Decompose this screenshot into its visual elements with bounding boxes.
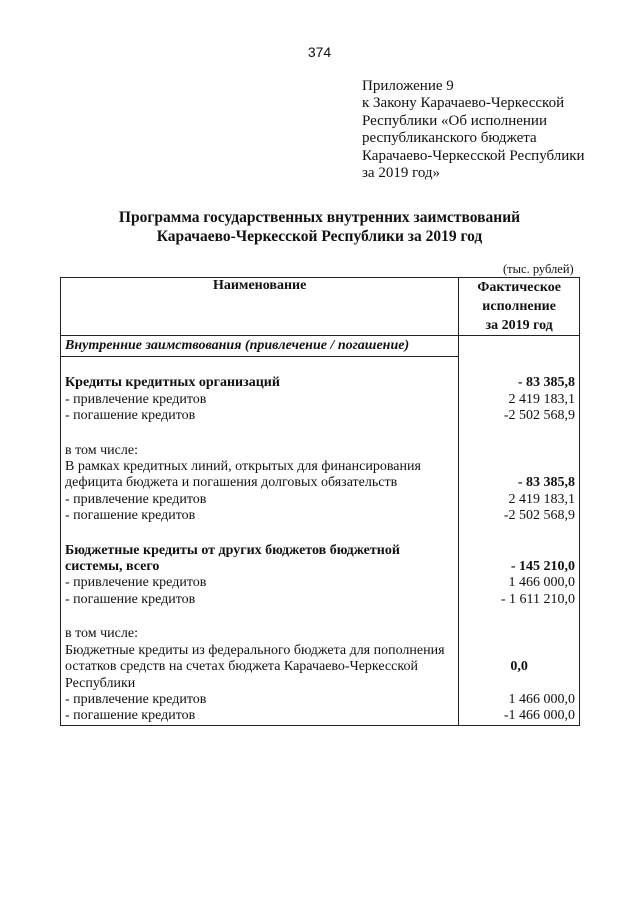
table-row [61,392,580,408]
row-value: 2 419 183,1 [459,392,580,408]
appendix-line: Приложение 9 [362,78,454,94]
row-value: -2 502 568,9 [459,408,580,424]
row-label: - привлечение кредитов [61,575,459,591]
table-row [61,626,580,642]
credit-orgs-title: Кредиты кредитных организаций [61,375,459,391]
row-value: 1 466 000,0 [459,575,580,591]
table-row [61,508,580,524]
row-label: - привлечение кредитов [61,692,459,708]
appendix-note [362,78,632,182]
header-value-line: за 2019 год [485,318,553,333]
table-row [61,492,580,508]
table-row [61,459,580,492]
title-line-2: Карачаево-Черкесской Республики за 2019 год [156,228,483,245]
row-value: - 1 611 210,0 [459,592,580,608]
table-row [61,543,580,576]
row-label: - погашение кредитов [61,708,459,725]
section-value [459,336,580,357]
row-label: - погашение кредитов [61,508,459,524]
credit-lines-total: - 83 385,8 [459,459,580,492]
appendix-line: Карачаево-Черкесской Республики [362,147,585,164]
appendix-line: республиканского бюджета [362,130,537,147]
table-row [61,575,580,591]
table-row [61,408,580,424]
budget-credits-title: Бюджетные кредиты от других бюджетов бюджетной системы, всего [61,543,459,576]
header-name: Наименование [61,278,459,336]
page-number: 374 [307,44,332,60]
table-header-row [61,278,580,336]
row-value: 1 466 000,0 [459,692,580,708]
header-value [459,278,580,336]
table-row [61,692,580,708]
appendix-line: Республики «Об исполнении [362,112,547,129]
row-label: - привлечение кредитов [61,492,459,508]
federal-credits-title: Бюджетные кредиты из федерального бюджета для пополнения остатков средств на счетах бюджета Карачаево-Черкесской Республики [61,643,459,692]
appendix-line: к Закону Карачаево-Черкесской [362,95,565,112]
row-label: - привлечение кредитов [61,392,459,408]
spacer-row [61,357,580,376]
federal-credits-total: 0,0 [459,643,580,692]
table-row [61,708,580,725]
budget-credits-total: - 145 210,0 [459,543,580,576]
title-line-1: Программа государственных внутренних заимствований [118,209,521,226]
including-label: в том числе: [61,626,459,642]
row-value: -1 466 000,0 [459,708,580,725]
table-row [61,375,580,391]
borrowings-table [60,277,580,726]
header-value-line: исполнение [482,299,556,314]
table-row [61,592,580,608]
row-value: -2 502 568,9 [459,508,580,524]
spacer-row [61,525,580,543]
document-title [0,208,639,246]
table-row [61,643,580,692]
units-note: (тыс. рублей) [503,262,574,276]
credit-orgs-total: - 83 385,8 [459,375,580,391]
section-row [61,336,580,357]
row-label: - погашение кредитов [61,592,459,608]
appendix-line: за 2019 год» [362,165,441,182]
credit-lines-title: В рамках кредитных линий, открытых для финансирования дефицита бюджета и погашения долговых обязательств [61,459,459,492]
spacer-row [61,425,580,443]
row-label: - погашение кредитов [61,408,459,424]
section-title: Внутренние заимствования (привлечение / погашение) [61,336,459,357]
header-value-line: Фактическое [477,280,561,295]
table-row [61,443,580,459]
row-value: 2 419 183,1 [459,492,580,508]
including-label: в том числе: [61,443,459,459]
spacer-row [61,608,580,626]
